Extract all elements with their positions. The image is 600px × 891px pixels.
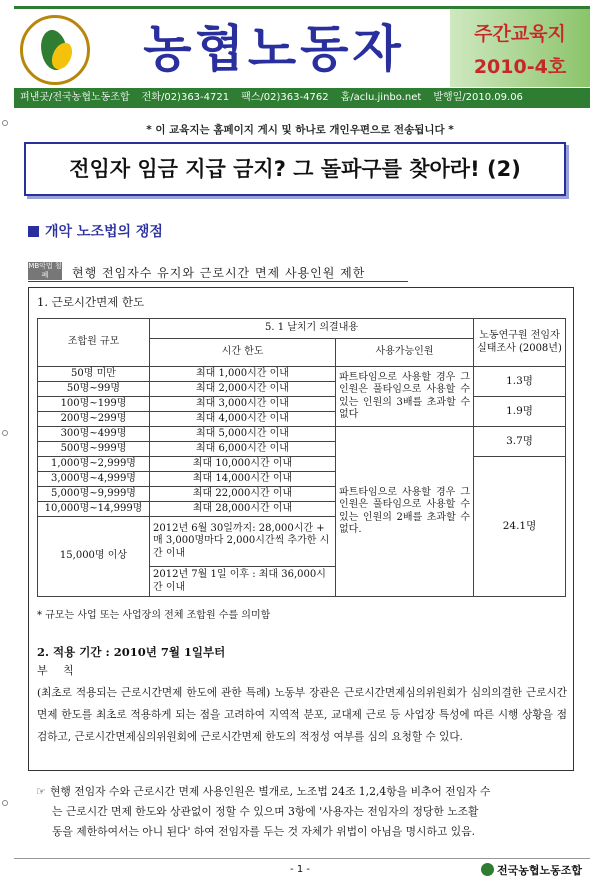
cell-scale: 1,000명~2,999명 xyxy=(38,457,150,472)
supplement-heading: 부 칙 xyxy=(37,664,80,677)
supplement-body: (최초로 적용되는 근로시간면제 한도에 관한 특례) 노동부 장관은 근로시간면제심의위원회가 심의의결한 근로시간면제 한도를 최초로 적용하게 되는 점을 고려하여 지역적 분포, 교대제 근로 등 사업장 특성에 따른 시행 상황을 점검하고, 근로시간면제심의위원회에 근로시간면제 한도의 적정성 여부를 심의 요청할 수 있다. xyxy=(37,687,567,743)
issue-type: 주간교육지 xyxy=(474,23,566,45)
exemption-limit-table xyxy=(37,318,566,597)
cell-hours: 최대 3,000시간 이내 xyxy=(150,397,336,412)
cell-scale: 15,000명 이상 xyxy=(38,517,150,597)
punch-hole xyxy=(2,800,8,806)
cell-hours: 2012년 7월 1일 이후 : 최대 36,000시간 이내 xyxy=(150,567,336,597)
section1-title: 1. 근로시간면제 한도 xyxy=(37,295,145,309)
cell-scale: 50명~99명 xyxy=(38,382,150,397)
union-logo-icon xyxy=(20,15,90,85)
square-bullet-icon xyxy=(28,226,39,237)
footer-org-name: 전국농협노동조합 xyxy=(496,864,582,877)
header-persons: 사용가능인원 xyxy=(336,339,474,367)
cell-scale: 10,000명~14,999명 xyxy=(38,502,150,517)
bottom-note-line: 동을 제한하여서는 아니 된다' 하여 전임자를 두는 것 자체가 위법이 아님을 명시하고 있음. xyxy=(52,825,476,838)
issue-box xyxy=(450,9,590,87)
section-heading-text: 개악 노조법의 쟁점 xyxy=(45,224,163,240)
header-decision: 5. 1 날치기 의결내용 xyxy=(150,319,474,339)
table-row xyxy=(38,397,566,412)
header-scale: 조합원 규모 xyxy=(38,319,150,367)
table-row xyxy=(38,367,566,382)
cell-hours: 최대 10,000시간 이내 xyxy=(150,457,336,472)
punch-hole xyxy=(2,430,8,436)
content-frame xyxy=(28,287,574,771)
page-number: - 1 - xyxy=(290,864,310,875)
phone: 전화/02)363-4721 xyxy=(141,92,230,103)
article-title: 전임자 임금 지급 금지? 그 돌파구를 찾아라! (2) xyxy=(24,142,566,196)
table-footnote: * 규모는 사업 또는 사업장의 전체 조합원 수를 의미함 xyxy=(37,610,271,621)
homepage: 홈/aclu.jinbo.net xyxy=(340,92,422,103)
cell-scale: 300명~499명 xyxy=(38,427,150,442)
bottom-note-line: 는 근로시간 면제 한도와 상관없이 정할 수 있으며 3항에 '사용자는 전임자의 정당한 노조활 xyxy=(52,805,479,818)
cell-scale: 100명~199명 xyxy=(38,397,150,412)
cell-hours: 최대 14,000시간 이내 xyxy=(150,472,336,487)
publish-date: 발행일/2010.09.06 xyxy=(433,92,523,103)
bottom-note xyxy=(36,782,576,842)
sub-heading-text: 현행 전임자수 유지와 근로시간 면제 사용인원 제한 xyxy=(72,266,366,280)
cell-survey-2: 1.9명 xyxy=(474,397,566,427)
table-row xyxy=(38,457,566,472)
footer-org xyxy=(481,862,582,878)
issue-number: 2010-4호 xyxy=(473,56,567,78)
cell-scale: 5,000명~9,999명 xyxy=(38,487,150,502)
cell-scale: 500명~999명 xyxy=(38,442,150,457)
cell-scale: 200명~299명 xyxy=(38,412,150,427)
fax: 팩스/02)363-4762 xyxy=(241,92,329,103)
section-heading xyxy=(28,221,163,241)
table-row xyxy=(38,427,566,442)
footer-divider xyxy=(14,858,590,859)
cell-survey-1: 1.3명 xyxy=(474,367,566,397)
cell-hours: 최대 5,000시간 이내 xyxy=(150,427,336,442)
section2-title: 2. 적용 기간 : 2010년 7월 1일부터 xyxy=(37,645,226,659)
publisher-info-bar xyxy=(14,88,590,108)
cell-persons-a: 파트타임으로 사용할 경우 그 인원은 풀타임으로 사용할 수 있는 인원의 3배를 초과할 수 없다 xyxy=(336,367,474,427)
cell-hours: 최대 1,000시간 이내 xyxy=(150,367,336,382)
cell-hours: 최대 28,000시간 이내 xyxy=(150,502,336,517)
header-hours: 시간 한도 xyxy=(150,339,336,367)
union-logo-icon xyxy=(481,863,494,876)
cell-hours: 최대 2,000시간 이내 xyxy=(150,382,336,397)
masthead-title: 농협노동자 xyxy=(143,20,405,78)
cell-scale: 50명 미만 xyxy=(38,367,150,382)
cell-persons-b: 파트타임으로 사용할 경우 그 인원은 풀타임으로 사용할 수 있는 인원의 2배를 초과할 수 없다. xyxy=(336,427,474,597)
cell-scale: 3,000명~4,999명 xyxy=(38,472,150,487)
cell-hours: 2012년 6월 30일까지: 28,000시간 + 매 3,000명마다 2,000시간씩 추가한 시간 이내 xyxy=(150,517,336,567)
cell-survey-3: 3.7명 xyxy=(474,427,566,457)
pointing-hand-icon: ☞ xyxy=(36,785,46,798)
header-survey: 노동연구원 전임자실태조사 (2008년) xyxy=(474,319,566,367)
newsletter-header xyxy=(14,6,590,86)
sub-heading xyxy=(28,262,408,282)
cell-hours: 최대 6,000시간 이내 xyxy=(150,442,336,457)
distribution-notice: * 이 교육지는 홈페이지 게시 및 하나로 개인우편으로 전송됩니다 * xyxy=(146,124,454,136)
bottom-note-line: 현행 전임자 수와 근로시간 면제 사용인원은 별개로, 노조법 24조 1,2,4항을 비추어 전임자 수 xyxy=(50,785,491,798)
cell-hours: 최대 4,000시간 이내 xyxy=(150,412,336,427)
cell-hours: 최대 22,000시간 이내 xyxy=(150,487,336,502)
cell-survey-4: 24.1명 xyxy=(474,457,566,597)
publisher: 펴낸곳/전국농협노동조합 xyxy=(20,92,130,103)
mb-law-badge: MB악법 철폐 xyxy=(28,262,62,279)
